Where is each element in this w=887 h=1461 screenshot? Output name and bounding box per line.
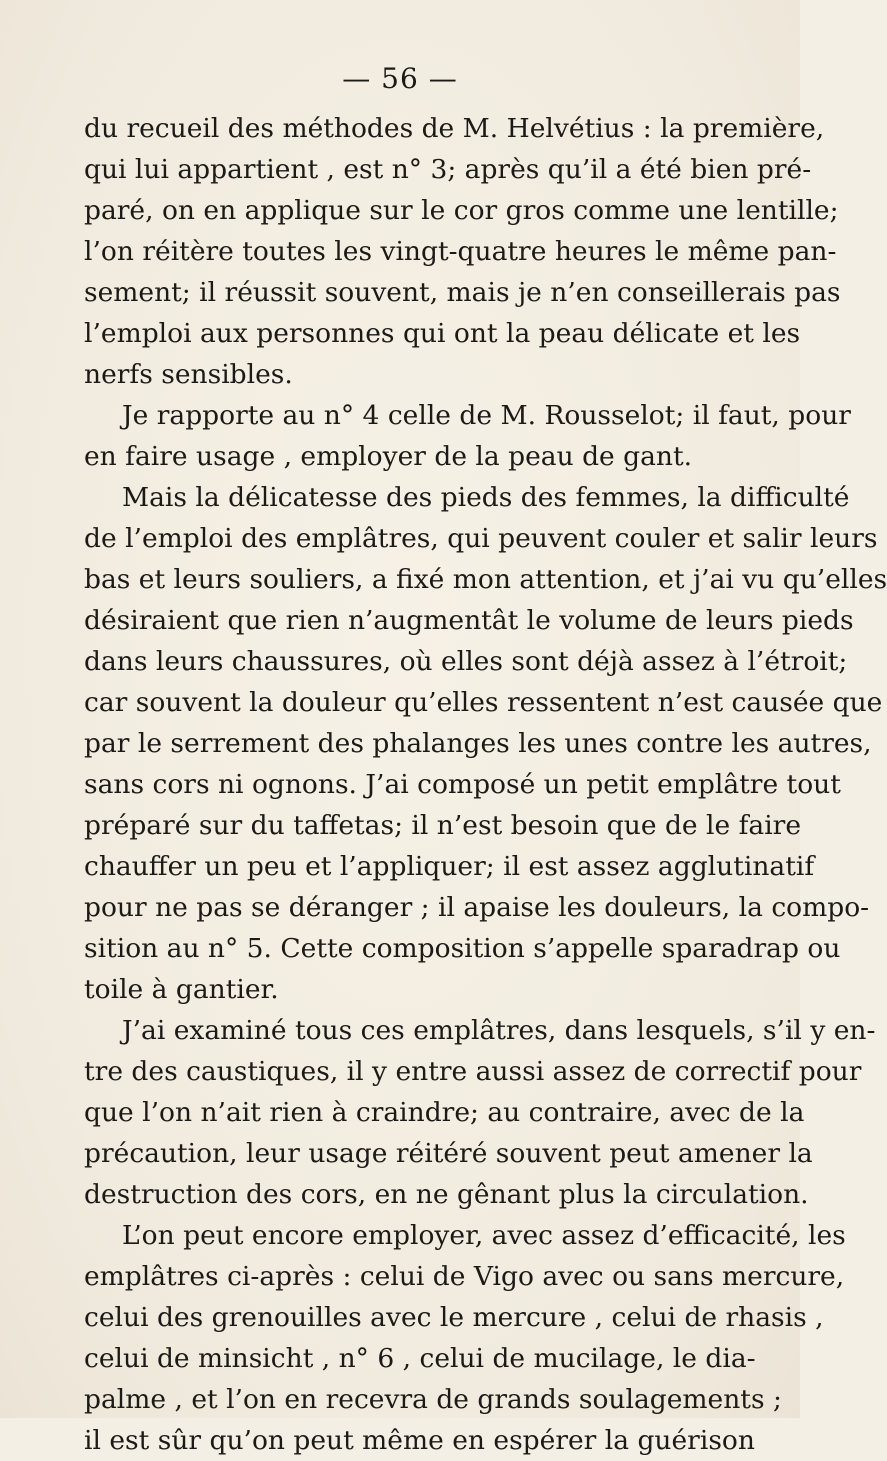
text-line: paré, on en applique sur le cor gros comme une lentille; [84,195,839,226]
text-line: toile à gantier. [84,974,279,1005]
page-number: — 56 — [342,62,458,95]
text-line: bas et leurs souliers, a fixé mon attention, et j’ai vu qu’elles [84,564,887,595]
text-line: dans leurs chaussures, où elles sont déjà assez à l’étroit; [84,646,848,677]
text-line: celui des grenouilles avec le mercure , celui de rhasis , [84,1302,824,1333]
text-line: du recueil des méthodes de M. Helvétius : la première, [84,113,825,144]
text-line: que l’on n’ait rien à craindre; au contraire, avec de la [84,1097,805,1128]
text-line: palme , et l’on en recevra de grands soulagements ; [84,1384,782,1415]
text-line: pour ne pas se déranger ; il apaise les douleurs, la compo- [84,892,870,923]
text-line: préparé sur du taffetas; il n’est besoin que de le faire [84,810,802,841]
text-line: destruction des cors, en ne gênant plus la circulation. [84,1179,809,1210]
text-line: l’on réitère toutes les vingt-quatre heures le même pan- [84,236,837,267]
text-line: de l’emploi des emplâtres, qui peuvent couler et salir leurs [84,523,878,554]
text-line: qui lui appartient , est n° 3; après qu’il a été bien pré- [84,154,812,185]
text-line: précaution, leur usage réitéré souvent peut amener la [84,1138,813,1169]
text-line: emplâtres ci-après : celui de Vigo avec ou sans mercure, [84,1261,845,1292]
text-line: sement; il réussit souvent, mais je n’en conseillerais pas [84,277,841,308]
text-line: L’on peut encore employer, avec assez d’efficacité, les [122,1220,846,1251]
text-line: celui de minsicht , n° 6 , celui de mucilage, le dia- [84,1343,756,1374]
text-line: J’ai examiné tous ces emplâtres, dans lesquels, s’il y en- [122,1015,876,1046]
text-line: Je rapporte au n° 4 celle de M. Rousselot; il faut, pour [122,400,851,431]
text-line: il est sûr qu’on peut même en espérer la guérison [84,1425,755,1456]
text-line: nerfs sensibles. [84,359,293,390]
text-line: tre des caustiques, il y entre aussi assez de correctif pour [84,1056,862,1087]
body-text [84,108,887,1461]
text-line: sans cors ni ognons. J’ai composé un petit emplâtre tout [84,769,841,800]
text-line: sition au n° 5. Cette composition s’appelle sparadrap ou [84,933,841,964]
text-line: l’emploi aux personnes qui ont la peau délicate et les [84,318,801,349]
text-line: en faire usage , employer de la peau de gant. [84,441,693,472]
text-line: car souvent la douleur qu’elles ressentent n’est causée que [84,687,883,718]
text-line: par le serrement des phalanges les unes contre les autres, [84,728,872,759]
text-line: chauffer un peu et l’appliquer; il est assez agglutinatif [84,851,815,882]
text-line: Mais la délicatesse des pieds des femmes, la difficulté [122,482,850,513]
text-line: désiraient que rien n’augmentât le volume de leurs pieds [84,605,854,636]
